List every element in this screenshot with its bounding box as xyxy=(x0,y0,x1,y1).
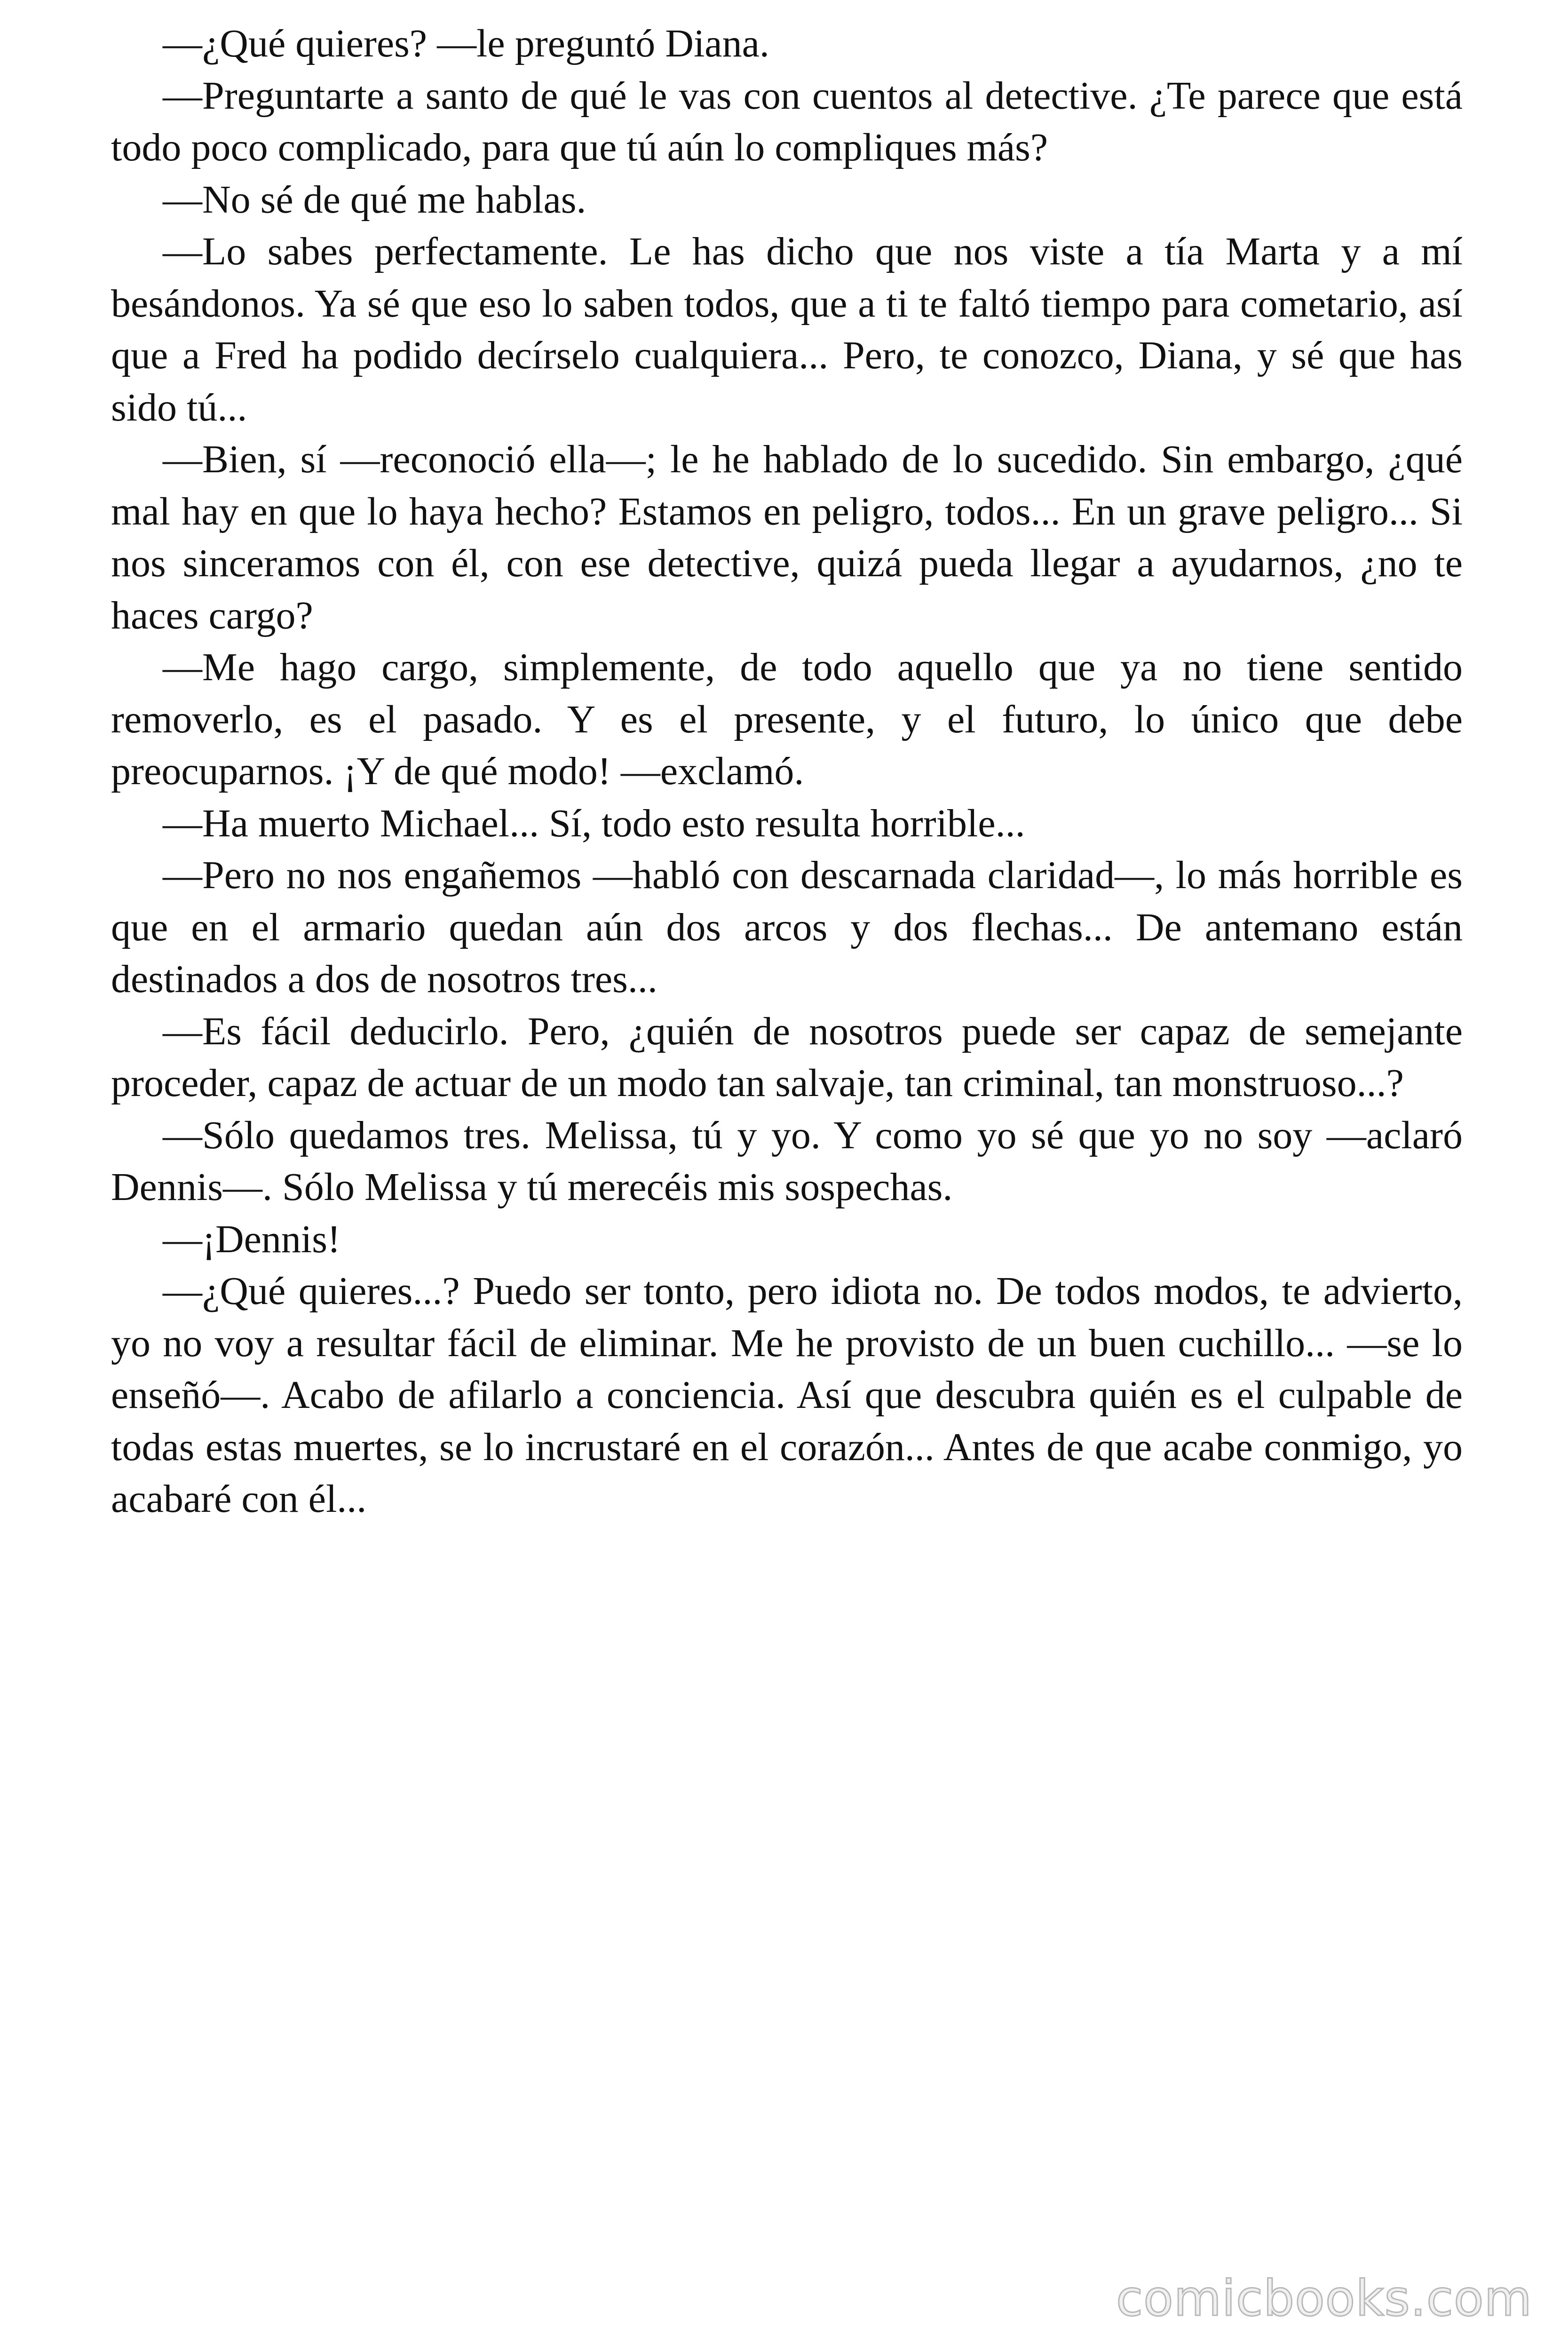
paragraph: —Sólo quedamos tres. Melissa, tú y yo. Y como yo sé que yo no soy —aclaró Dennis—. Sólo Melissa y tú merecéis mis sospechas. xyxy=(111,1113,1463,1209)
paragraph: —Preguntarte a santo de qué le vas con cuentos al detective. ¿Te parece que está todo poco complicado, para que tú aún lo compliques más? xyxy=(111,73,1463,169)
paragraph: —Es fácil deducirlo. Pero, ¿quién de nosotros puede ser capaz de semejante proceder, capaz de actuar de un modo tan salvaje, tan criminal, tan monstruoso...? xyxy=(111,1009,1463,1105)
watermark: comicbooks.com xyxy=(1116,2270,1532,2327)
page-text xyxy=(111,18,1463,1526)
paragraph: —Pero no nos engañemos —habló con descarnada claridad—, lo más horrible es que en el armario quedan aún dos arcos y dos flechas... De antemano están destinados a dos de nosotros tres... xyxy=(111,853,1463,1001)
paragraph: —Lo sabes perfectamente. Le has dicho que nos viste a tía Marta y a mí besándonos. Ya sé que eso lo saben todos, que a ti te faltó tiempo para cometario, así que a Fred ha podido decírselo cualquiera... Pero, te conozco, Diana, y sé que has sido tú... xyxy=(111,230,1463,429)
paragraph: —Bien, sí —reconoció ella—; le he hablado de lo sucedido. Sin embargo, ¿qué mal hay en que lo haya hecho? Estamos en peligro, todos... En un grave peligro... Si nos sinceramos con él, con ese detective, quizá pueda llegar a ayudarnos, ¿no te haces cargo? xyxy=(111,437,1463,637)
paragraph: —No sé de qué me hablas. xyxy=(163,177,586,222)
paragraph: —¿Qué quieres...? Puedo ser tonto, pero idiota no. De todos modos, te advierto, yo no voy a resultar fácil de eliminar. Me he provisto de un buen cuchillo... —se lo enseñó—. Acabo de afilarlo a conciencia. Así que descubra quién es el culpable de todas estas muertes, se lo incrustaré en el corazón... Antes de que acabe conmigo, yo acabaré con él... xyxy=(111,1269,1463,1521)
paragraph: —Me hago cargo, simplemente, de todo aquello que ya no tiene sentido removerlo, es el pasado. Y es el presente, y el futuro, lo único que debe preocuparnos. ¡Y de qué modo! —exclamó. xyxy=(111,645,1463,793)
paragraph: —¡Dennis! xyxy=(163,1217,341,1261)
paragraph: —¿Qué quieres? —le preguntó Diana. xyxy=(163,22,769,65)
paragraph: —Ha muerto Michael... Sí, todo esto resulta horrible... xyxy=(163,801,1025,845)
